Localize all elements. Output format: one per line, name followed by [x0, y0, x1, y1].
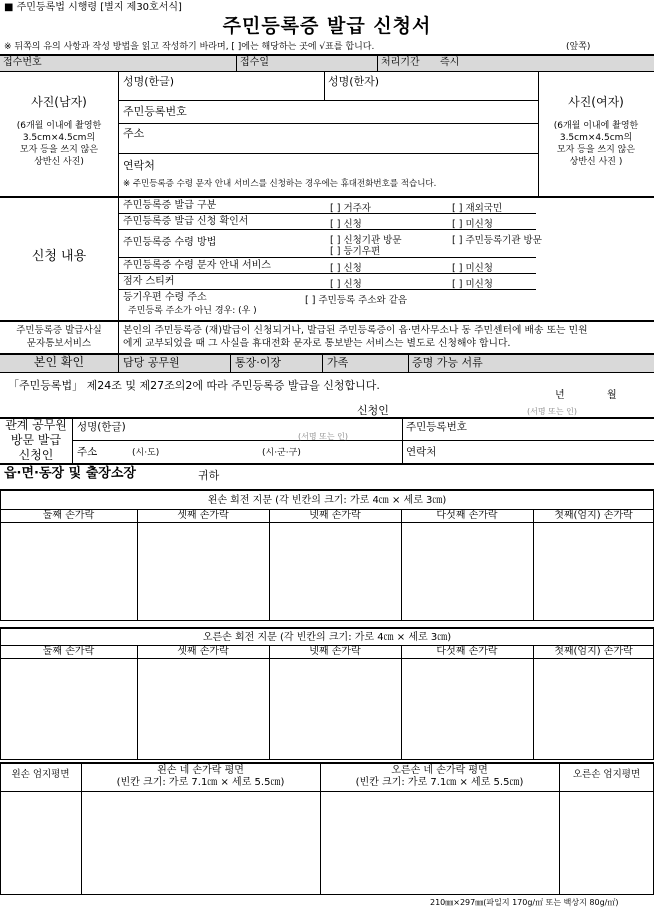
processing-period-value: 즉시: [440, 57, 460, 68]
visit-signature-field[interactable]: (서명 또는 인): [298, 432, 348, 441]
identity-check-label: 본인 확인: [33, 355, 85, 369]
name-korean-field[interactable]: 성명(한글): [123, 75, 175, 88]
processing-period-label: 처리기간: [381, 57, 420, 68]
confirmation-label: 주민등록증 발급 신청 확인서: [123, 216, 249, 227]
identity-official[interactable]: 담당 공무원: [123, 356, 180, 369]
left-finger-3-label: 셋째 손가락: [177, 510, 229, 521]
sms-service-decline-checkbox[interactable]: [ ] 미신청: [452, 263, 493, 274]
right-finger-5-box[interactable]: [402, 659, 533, 759]
left-finger-2-label: 둘째 손가락: [42, 510, 95, 521]
form-title: 주민등록증 발급 신청서: [222, 15, 432, 37]
notify-service-label: 주민등록증 발급사실 문자통보서비스: [16, 325, 102, 349]
left-finger-4-box[interactable]: [270, 523, 401, 620]
left-thumb-label: 첫째(엄지) 손가락: [554, 510, 633, 521]
right-finger-2-label: 둘째 손가락: [42, 646, 95, 657]
applicant-signature-label: 신청인: [357, 404, 389, 417]
application-section-label: 신청 내용: [31, 249, 87, 264]
mail-same-address-checkbox[interactable]: [ ] 주민등록 주소와 같음: [305, 295, 408, 306]
receipt-method-mail-checkbox[interactable]: [ ] 등기우편: [330, 246, 381, 257]
visit-resident-number-field[interactable]: 주민등록번호: [406, 421, 467, 433]
applicant-signature-field[interactable]: (서명 또는 인): [527, 407, 577, 416]
declaration-text: 「주민등록법」 제24조 및 제27조의2에 따라 주민등록증 발급을 신청합니다.: [8, 379, 380, 392]
left-four-flat-label: 왼손 네 손가락 평면 (빈칸 크기: 가로 7.1㎝ × 세로 5.5㎝): [116, 765, 285, 788]
mail-other-address-field[interactable]: 주민등록 주소가 아닌 경우: (우 ): [128, 306, 257, 316]
identity-family[interactable]: 가족: [327, 356, 349, 369]
right-thumb-flat-label: 오른손 엄지평면: [572, 769, 641, 780]
right-thumb-box[interactable]: [534, 659, 653, 759]
left-thumb-box[interactable]: [534, 523, 653, 620]
contact-note: ※ 주민등록증 수령 문자 안내 서비스를 신청하는 경우에는 휴대전화번호를 적습니다.: [123, 179, 437, 189]
sms-service-apply-checkbox[interactable]: [ ] 신청: [330, 263, 362, 274]
right-finger-4-box[interactable]: [270, 659, 401, 759]
confirmation-apply-checkbox[interactable]: [ ] 신청: [330, 219, 362, 230]
identity-village-chief[interactable]: 통장·이장: [235, 356, 282, 369]
confirmation-decline-checkbox[interactable]: [ ] 미신청: [452, 219, 493, 230]
issue-type-overseas-checkbox[interactable]: [ ] 재외국민: [452, 203, 503, 214]
photo-female-title: 사진(여자): [568, 95, 624, 109]
photo-male-instructions: (6개월 이내에 촬영한 3.5cm×4.5cm의 모자 등을 쓰지 않은 상반신 사진): [16, 121, 102, 167]
left-thumb-flat-label: 왼손 엄지평면: [11, 769, 70, 780]
receipt-method-label: 주민등록증 수령 방법: [123, 237, 217, 248]
identity-documents[interactable]: 증명 가능 서류: [412, 356, 483, 369]
mail-address-label: 등기우편 수령 주소: [123, 292, 207, 303]
right-finger-4-label: 넷째 손가락: [309, 646, 361, 657]
instructions-notice: ※ 뒤쪽의 유의 사항과 작성 방법을 읽고 작성하기 바라며, [ ]에는 해당하는 곳에 √표를 합니다.: [4, 42, 375, 52]
visit-name-field[interactable]: 성명(한글): [77, 421, 126, 433]
resident-number-field[interactable]: 주민등록번호: [123, 105, 187, 118]
receipt-method-agency-checkbox[interactable]: [ ] 주민등록기관 방문: [452, 235, 542, 246]
left-finger-5-box[interactable]: [402, 523, 533, 620]
date-year-label: 년: [555, 390, 565, 401]
address-field[interactable]: 주소: [123, 127, 145, 140]
page-side: (앞쪽): [566, 42, 591, 52]
left-finger-5-label: 다섯째 손가락: [436, 510, 498, 521]
addressee-suffix: 귀하: [198, 469, 220, 482]
receipt-number-label: 접수번호: [3, 57, 42, 68]
right-thumb-flat-box[interactable]: [560, 792, 653, 894]
braille-sticker-label: 점자 스티커: [123, 276, 175, 287]
left-finger-2-box[interactable]: [1, 523, 137, 620]
left-thumb-flat-box[interactable]: [1, 792, 81, 894]
name-hanja-field[interactable]: 성명(한자): [328, 75, 380, 88]
visit-contact-field[interactable]: 연락처: [406, 446, 437, 458]
receipt-date-label: 접수일: [240, 57, 269, 68]
issue-type-resident-checkbox[interactable]: [ ] 거주자: [330, 203, 371, 214]
visit-city-label: (시·군·구): [262, 448, 301, 458]
left-finger-3-box[interactable]: [138, 523, 269, 620]
receipt-bar: [0, 54, 654, 71]
left-finger-4-label: 넷째 손가락: [309, 510, 361, 521]
date-month-label: 월: [607, 390, 617, 401]
left-hand-title: 왼손 회전 지문 (각 빈칸의 크기: 가로 4㎝ × 세로 3㎝): [207, 495, 447, 506]
photo-male-title: 사진(남자): [31, 95, 87, 109]
right-finger-5-label: 다섯째 손가락: [436, 646, 498, 657]
official-visit-label: 관계 공무원 방문 발급 신청인: [5, 418, 67, 462]
right-finger-3-box[interactable]: [138, 659, 269, 759]
law-reference: ■ 주민등록법 시행령 [별지 제30호서식]: [4, 2, 182, 13]
contact-field[interactable]: 연락처: [123, 159, 155, 172]
right-four-flat-box[interactable]: [321, 792, 559, 894]
addressee: 읍·면·동장 및 출장소장: [4, 466, 136, 481]
left-four-flat-box[interactable]: [82, 792, 320, 894]
right-hand-title: 오른손 회전 지문 (각 빈칸의 크기: 가로 4㎝ × 세로 3㎝): [202, 632, 452, 643]
photo-female-instructions: (6개월 이내에 촬영한 3.5cm×4.5cm의 모자 등을 쓰지 않은 상반신 사진 ): [553, 121, 639, 167]
sms-service-label: 주민등록증 수령 문자 안내 서비스: [123, 260, 271, 271]
paper-spec: 210㎜×297㎜(파일지 170g/㎡ 또는 백상지 80g/㎡): [430, 898, 619, 907]
right-finger-2-box[interactable]: [1, 659, 137, 759]
visit-address-field[interactable]: 주소: [77, 446, 98, 458]
right-thumb-label: 첫째(엄지) 손가락: [554, 646, 633, 657]
braille-sticker-decline-checkbox[interactable]: [ ] 미신청: [452, 279, 493, 290]
receipt-method-visit-checkbox[interactable]: [ ] 신청기관 방문: [330, 235, 402, 246]
visit-province-label: (시·도): [132, 448, 160, 458]
notify-service-description: 본인의 주민등록증 (재)발급이 신청되거나, 발급된 주민등록증이 읍·면사무소나 동 주민센터에 배송 또는 민원 에게 교부되었을 때 그 사실을 휴대전화 문자로 통보받는 서비스는 별도로 신청해야 합니다.: [123, 325, 588, 349]
braille-sticker-apply-checkbox[interactable]: [ ] 신청: [330, 279, 362, 290]
right-four-flat-label: 오른손 네 손가락 평면 (빈칸 크기: 가로 7.1㎝ × 세로 5.5㎝): [355, 765, 524, 788]
right-finger-3-label: 셋째 손가락: [177, 646, 229, 657]
issue-type-label: 주민등록증 발급 구분: [123, 200, 217, 211]
